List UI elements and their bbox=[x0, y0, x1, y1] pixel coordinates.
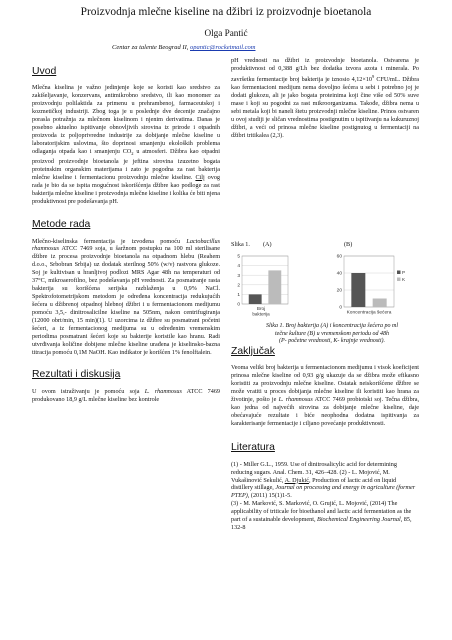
legend-label-P: P bbox=[402, 270, 406, 275]
y-tick-label: 0 bbox=[339, 305, 342, 311]
y-tick-label: 60 bbox=[336, 254, 342, 260]
legend-swatch-K bbox=[397, 278, 401, 282]
y-tick-label: 3 bbox=[237, 273, 240, 279]
figure-label-b: (B) bbox=[344, 241, 353, 248]
metode-text: Mlečno-kiselinska fermentacija je izvođena pomoću Lactobacillus rhamnosus ATCC 7469 soja, u šaržnom postupku na 100 ml sterilisane džibre iz procesa proizvodnje bioetanola na otpadnom hlebu (Reahem d.o.o., Srbobran Srbija) uz dodatak sterilnog 50% (w/v) rastvora glukoze. Soj je kultivisan u hranljivoj podlozi MRS Agar 48h na temperaturi od 37°C, mikroaerofilno, bez podešavanja pH vrednosti. Za posmatranje rasta bakterija su korišćena serijska razblaženja u 0,9% NaCl. Spektrofotometrijskom metodom je određena koncentracija redukujućih šećera u džibrenoj otpadnoj hlebnoj džibri i u fermentacionom medijumu pomoću 3,5,- dinitrosalicilne kiseline na 505nm, nakon centrifugiranja (12000 obrt/min, 15 min)(1). U uzorcima iz džibre su posmatrani početni šećeri, a iz fermentacionog medijuma su u određenim vremenskim periodima posmatrani šećeri koje su bakterije koristile kao hranu. Radi utvrđivanja količine dobijene mlečne kiseline urađena je kiselinsko-bazna titracija pomoću 0,1M NaOH. Kao indikator je korišćen 1% fenolftalein. bbox=[32, 237, 220, 356]
y-tick-label: 1 bbox=[237, 293, 240, 298]
heading-literatura: Literatura bbox=[231, 441, 275, 453]
affiliation-text: Centar za talente Beograd II, bbox=[112, 44, 190, 51]
y-tick-label: 2 bbox=[237, 283, 240, 289]
author-email-link[interactable]: opantic@rocketmail.com bbox=[190, 44, 256, 51]
bar-K bbox=[373, 299, 387, 308]
bar-P bbox=[249, 294, 262, 304]
heading-uvod: Uvod bbox=[32, 66, 57, 77]
figure-labels bbox=[231, 241, 353, 248]
right-column-top bbox=[231, 57, 419, 140]
bar-P bbox=[351, 273, 365, 307]
figure-label-a: (A) bbox=[263, 241, 272, 248]
paper-title: Proizvodnja mlečne kiseline na džibri iz proizvodnje bioetanola bbox=[80, 6, 372, 18]
left-column bbox=[32, 66, 220, 404]
x-axis-label: Koncentracija šećera bbox=[346, 310, 392, 316]
y-tick-label: 4 bbox=[237, 264, 240, 270]
reference-1-2: (1) - Miller G.L., 1959. Use of dinitrosalicylic acid for determining reducing sugars. Anal. Chem. 31, 426–428. (2) - L. Mojović, M. Vukašinović Sekulić, A. Djukić, Production of lactic acid on liquid distillery stillage, Journal on processing and energy in agriculture (former PTEP), (2011) 15(1)1-5. bbox=[231, 460, 416, 500]
right-column-bottom bbox=[231, 346, 419, 532]
chart-sugar-concentration bbox=[328, 252, 418, 318]
affiliation bbox=[112, 44, 256, 51]
rezultati-text-left: U ovom istraživanju je pomoću soja L. rhamnosus ATCC 7469 produkovano 18,9 g/L mlečne kiseline bez kontrole bbox=[32, 387, 220, 403]
legend-swatch-P bbox=[397, 271, 401, 275]
y-tick-label: 40 bbox=[336, 271, 342, 277]
chart-bacteria-count bbox=[230, 252, 308, 318]
y-tick-label: 20 bbox=[336, 288, 342, 294]
zakljucak-text: Veoma veliki broj bakterija u fermentacionom medijumu i visok koeficijent prinosa mlečne kiseline od 0,93 g/g ukazuje da se džibra može efikasno koristiti za proizvodnju mlečne kiseline. Ostatak neiskorišćene džibre se može vratiti u proces dobijanja mlečne kiseline ili koristiti kao hrana za životinje, pošto je L. rhamnosus ATCC 7469 probiotski soj. Tečna džibra, kao jedna od najvećih sirovina za dobijanje mlečne kiseline, daje obećavajuće rezultate i biće neophodna dodatna ispitivanja za karakterisanje fermentacije i ciljano povećanje produktivnosti. bbox=[231, 364, 420, 427]
rezultati-text-right: pH vrednosti na džibri iz proizvodnje bioetanola. Ostvarena je produktivnost od 0,388 g/Lh bez dodatka izvora azota i minerala. Po završetku fermentacije broj bakterija je iznosio $4,12\times 10^9$ CFU/mL. Džibra kao fermentacioni medijum nema dovoljno šećera u sebi i potrebno joj je dodati glukozu, ali je jako bogata proteinima koji čine više od 50% suve mase i koji su pogodni za rast mikroorganizama. Takođe, džibra nema u sebi metala koji bi naneli štetu proizvodnji mlečne kiseline. Prinos ostvaren u ovoj studiji je sličan vrednostima postignutim u ispitivanju na kukuruznoj džibri, a veći od prinosa mlečne kiseline postignutog u fermentaciji na džibri tritikalea (2,3). bbox=[231, 57, 419, 139]
x-axis-label-line1: Broj bbox=[256, 306, 266, 311]
bar-K bbox=[268, 270, 281, 304]
heading-metode: Metode rada bbox=[32, 218, 91, 230]
author-name: Olga Pantić bbox=[204, 28, 248, 38]
figure-number: Slika 1. bbox=[231, 241, 250, 248]
heading-rezultati: Rezultati i diskusija bbox=[32, 368, 121, 380]
legend-label-K: K bbox=[402, 277, 406, 282]
heading-zakljucak: Zaključak bbox=[231, 346, 275, 357]
y-tick-label: 5 bbox=[237, 254, 240, 260]
uvod-text: Mlečna kiselina je važno jedinjenje koje se koristi kao sredstvo za zakišeljavanje, konzervans, antimikrobno sredstvo, ili kao monomer za proizvodnju polilaktida za primenu u prehrambenoj, farmaceutskoj i kozmetičkoj industriji. Zbog toga je u poslednje dve decenije značajno porasla potražnja za mlečnom kiselinom i njenim derivatima. Danas je posebno aktuelno ispitivanje obnovljivih sirovina iz prirode i otpadnih proizvoda iz poljoprivredne industrije za dobijanje mlečne kiseline u laboratorijskim uslovima, što doprinosi smanjenju ekoloških problema odlaganja otpada kao i smanjenju $CO_2$ u atmosferi. Džibra kao otpadni proizvod proizvodnje bioetanola je jeftina sirovina izuzetno bogata proteinskim organskim materijama i zato je pogodna za rast bakterija mlečne kiseline i fermentacionu proizvodnju mlečne kiseline. Cilj ovog rada je bio da se ispita mogućnost iskorišćenja džibre kao podloge za rast bakterija mlečne kiseline i proizvodnja mlečne kiseline i kolika će biti njena produktivnost pre podešavanja pH. bbox=[32, 84, 221, 205]
reference-3: (3) - M. Marković, S. Marković, O. Grujić, L. Mojović, (2014) The applicability of triticale for bioethanol and lactic acid fermentation as the part of a sustainable development, Biochemical Engineering Journal, 85, 132-8 bbox=[231, 500, 412, 532]
x-axis-label-line2: bakterija bbox=[252, 311, 270, 317]
figure-caption: Slika 1. Broj bakterija (A) i koncentracija šećera po ml tečne kulture (B) u vremenskom periodu od 48h (P- početne vrednosti, K- krajnje vrednosti). bbox=[265, 323, 399, 345]
y-tick-label: 0 bbox=[237, 302, 240, 308]
